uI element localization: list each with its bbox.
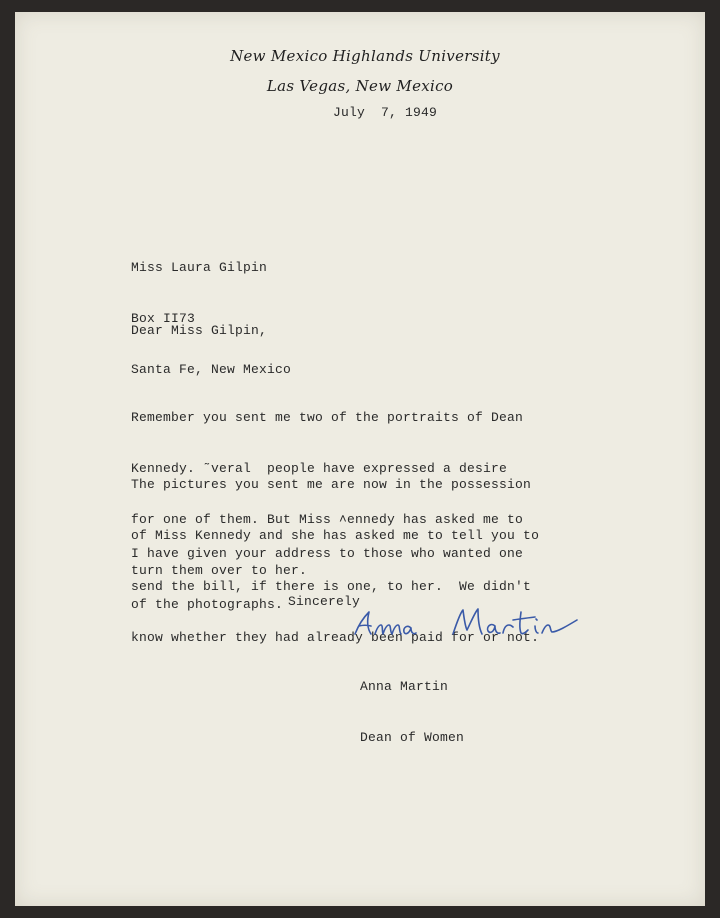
handwritten-signature xyxy=(345,598,600,646)
text-line: Remember you sent me two of the portraits of Dean xyxy=(131,410,524,425)
letterhead-university: New Mexico Highlands University xyxy=(230,47,500,65)
text-line: Kennedy. ˜veral people have expressed a desire xyxy=(131,461,508,476)
signer-block xyxy=(360,644,464,763)
recipient-line: Box II73 xyxy=(131,311,196,326)
letter-date: July 7, 1949 xyxy=(333,105,438,120)
text-line: turn them over to her. xyxy=(131,563,308,578)
text-line: send the bill, if there is one, to her. We didn't xyxy=(131,579,532,594)
recipient-address xyxy=(131,225,291,395)
signer-title: Dean of Women xyxy=(360,730,465,745)
text-line: of Miss Kennedy and she has asked me to tell you to xyxy=(131,528,540,543)
text-line: for one of them. But Miss ˄ennedy has asked me to xyxy=(131,512,524,527)
signer-name: Anna Martin xyxy=(360,679,449,694)
closing: Sincerely xyxy=(288,594,361,609)
recipient-line: Santa Fe, New Mexico xyxy=(131,362,292,377)
text-line: The pictures you sent me are now in the possession xyxy=(131,477,532,492)
text-line: of the photographs. xyxy=(131,597,284,612)
text-line: know whether they had already been paid for or not. xyxy=(131,630,540,645)
letterhead-location: Las Vegas, New Mexico xyxy=(266,77,454,95)
recipient-line: Miss Laura Gilpin xyxy=(131,260,268,275)
text-line: I have given your address to those who wanted one xyxy=(131,546,524,561)
salutation: Dear Miss Gilpin, xyxy=(131,323,268,338)
